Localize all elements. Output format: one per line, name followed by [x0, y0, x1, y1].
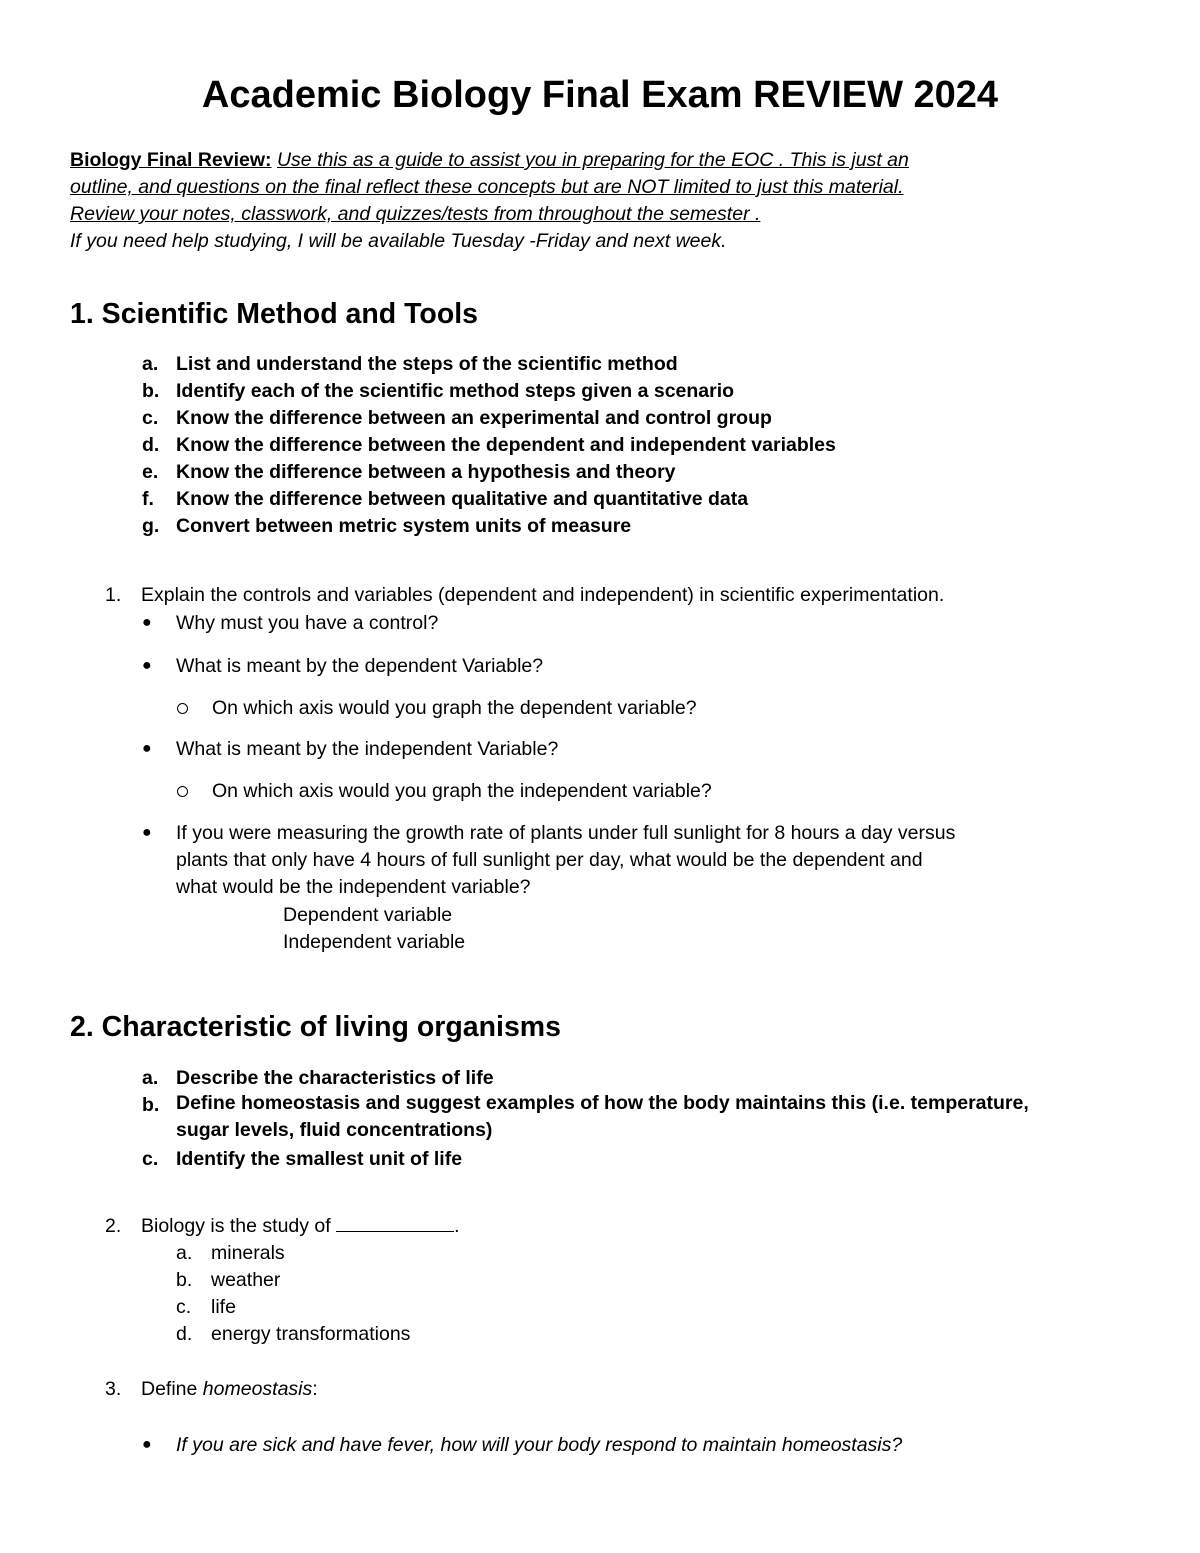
- objective-text: Know the difference between an experimental and control group: [176, 407, 772, 429]
- question-3-bullet: If you are sick and have fever, how will your body respond to maintain homeostasis?: [176, 1434, 903, 1456]
- objective-text: Identify each of the scientific method steps given a scenario: [176, 380, 735, 402]
- intro-paragraph: [70, 147, 1150, 255]
- answer-blank: [336, 1217, 454, 1232]
- option-letter: b.: [176, 1269, 193, 1291]
- intro-line-4: If you need help studying, I will be available Tuesday -Friday and next week.: [70, 230, 727, 252]
- question-3-text: [141, 1378, 318, 1401]
- bullet-icon: ●: [142, 657, 152, 674]
- option-letter: a.: [176, 1242, 193, 1264]
- objective-text: Identify the smallest unit of life: [176, 1148, 463, 1170]
- question-2-text: [141, 1215, 460, 1238]
- question-1-text: Explain the controls and variables (dependent and independent) in scientific experimentation.: [141, 584, 945, 606]
- question-3-colon: :: [312, 1378, 318, 1400]
- objective-letter: a.: [142, 1067, 159, 1089]
- question-1-subbullet-2: On which axis would you graph the independent variable?: [212, 780, 712, 802]
- question-1-bullet-4: [176, 820, 1136, 901]
- question-1-subbullet-1: On which axis would you graph the dependent variable?: [212, 697, 697, 719]
- objective-letter: c.: [142, 1148, 159, 1170]
- hollow-bullet-icon: [177, 786, 188, 797]
- objective-text: Know the difference between a hypothesis and theory: [176, 461, 676, 483]
- question-2-stem: Biology is the study of: [141, 1215, 331, 1237]
- objective-letter: b.: [142, 1094, 160, 1116]
- section-1-heading: 1. Scientific Method and Tools: [70, 298, 479, 330]
- bullet-icon: ●: [142, 740, 152, 757]
- bullet-icon: ●: [142, 1436, 152, 1453]
- objective-text: Define homeostasis and suggest examples of how the body maintains this (i.e. temperature, sugar levels, fluid concentrations): [176, 1092, 1029, 1141]
- objective-letter: f.: [142, 488, 154, 510]
- objective-text: Describe the characteristics of life: [176, 1067, 494, 1089]
- intro-label: Biology Final Review:: [70, 149, 272, 171]
- bullet-icon: ●: [142, 614, 152, 631]
- question-2-period: .: [454, 1215, 460, 1237]
- question-1-bullet-4-line: what would be the independent variable?: [176, 876, 531, 898]
- objective-text: Know the difference between qualitative and quantitative data: [176, 488, 749, 510]
- question-1-bullet-1: Why must you have a control?: [176, 612, 439, 634]
- objective-letter: c.: [142, 407, 159, 429]
- objective-letter: g.: [142, 515, 160, 537]
- option-text: life: [211, 1296, 236, 1318]
- page-title: Academic Biology Final Exam REVIEW 2024: [201, 74, 999, 116]
- objective-letter: a.: [142, 353, 159, 375]
- question-1-bullet-4-line: plants that only have 4 hours of full sunlight per day, what would be the dependent and: [176, 849, 923, 871]
- question-2-number: 2.: [105, 1215, 122, 1237]
- independent-variable-label: Independent variable: [283, 931, 466, 953]
- option-letter: c.: [176, 1296, 192, 1318]
- option-text: energy transformations: [211, 1323, 411, 1345]
- intro-line-3: Review your notes, classwork, and quizzes/tests from throughout the semester .: [70, 203, 761, 225]
- bullet-icon: ●: [142, 824, 152, 841]
- objective-text: Convert between metric system units of measure: [176, 515, 632, 537]
- intro-line-2: outline, and questions on the final reflect these concepts but are NOT limited to just this material.: [70, 176, 904, 198]
- question-3-stem: Define: [141, 1378, 198, 1400]
- objective-letter: d.: [142, 434, 160, 456]
- question-1-bullet-2: What is meant by the dependent Variable?: [176, 655, 544, 677]
- dependent-variable-label: Dependent variable: [283, 904, 453, 926]
- objective-letter: e.: [142, 461, 159, 483]
- question-3-number: 3.: [105, 1378, 122, 1400]
- option-letter: d.: [176, 1323, 193, 1345]
- objective-letter: b.: [142, 380, 160, 402]
- question-1-number: 1.: [105, 584, 122, 606]
- section-2-heading: 2. Characteristic of living organisms: [70, 1011, 561, 1043]
- hollow-bullet-icon: [177, 703, 188, 714]
- intro-line-1: Use this as a guide to assist you in preparing for the EOC . This is just an: [276, 149, 909, 171]
- question-1-bullet-4-line: If you were measuring the growth rate of plants under full sunlight for 8 hours a day versus: [176, 822, 956, 844]
- objective-text: List and understand the steps of the scientific method: [176, 353, 678, 375]
- option-text: weather: [211, 1269, 281, 1291]
- option-text: minerals: [211, 1242, 285, 1264]
- objective-text: Know the difference between the dependent and independent variables: [176, 434, 836, 456]
- question-1-bullet-3: What is meant by the independent Variable?: [176, 738, 559, 760]
- question-3-term: homeostasis: [202, 1378, 313, 1400]
